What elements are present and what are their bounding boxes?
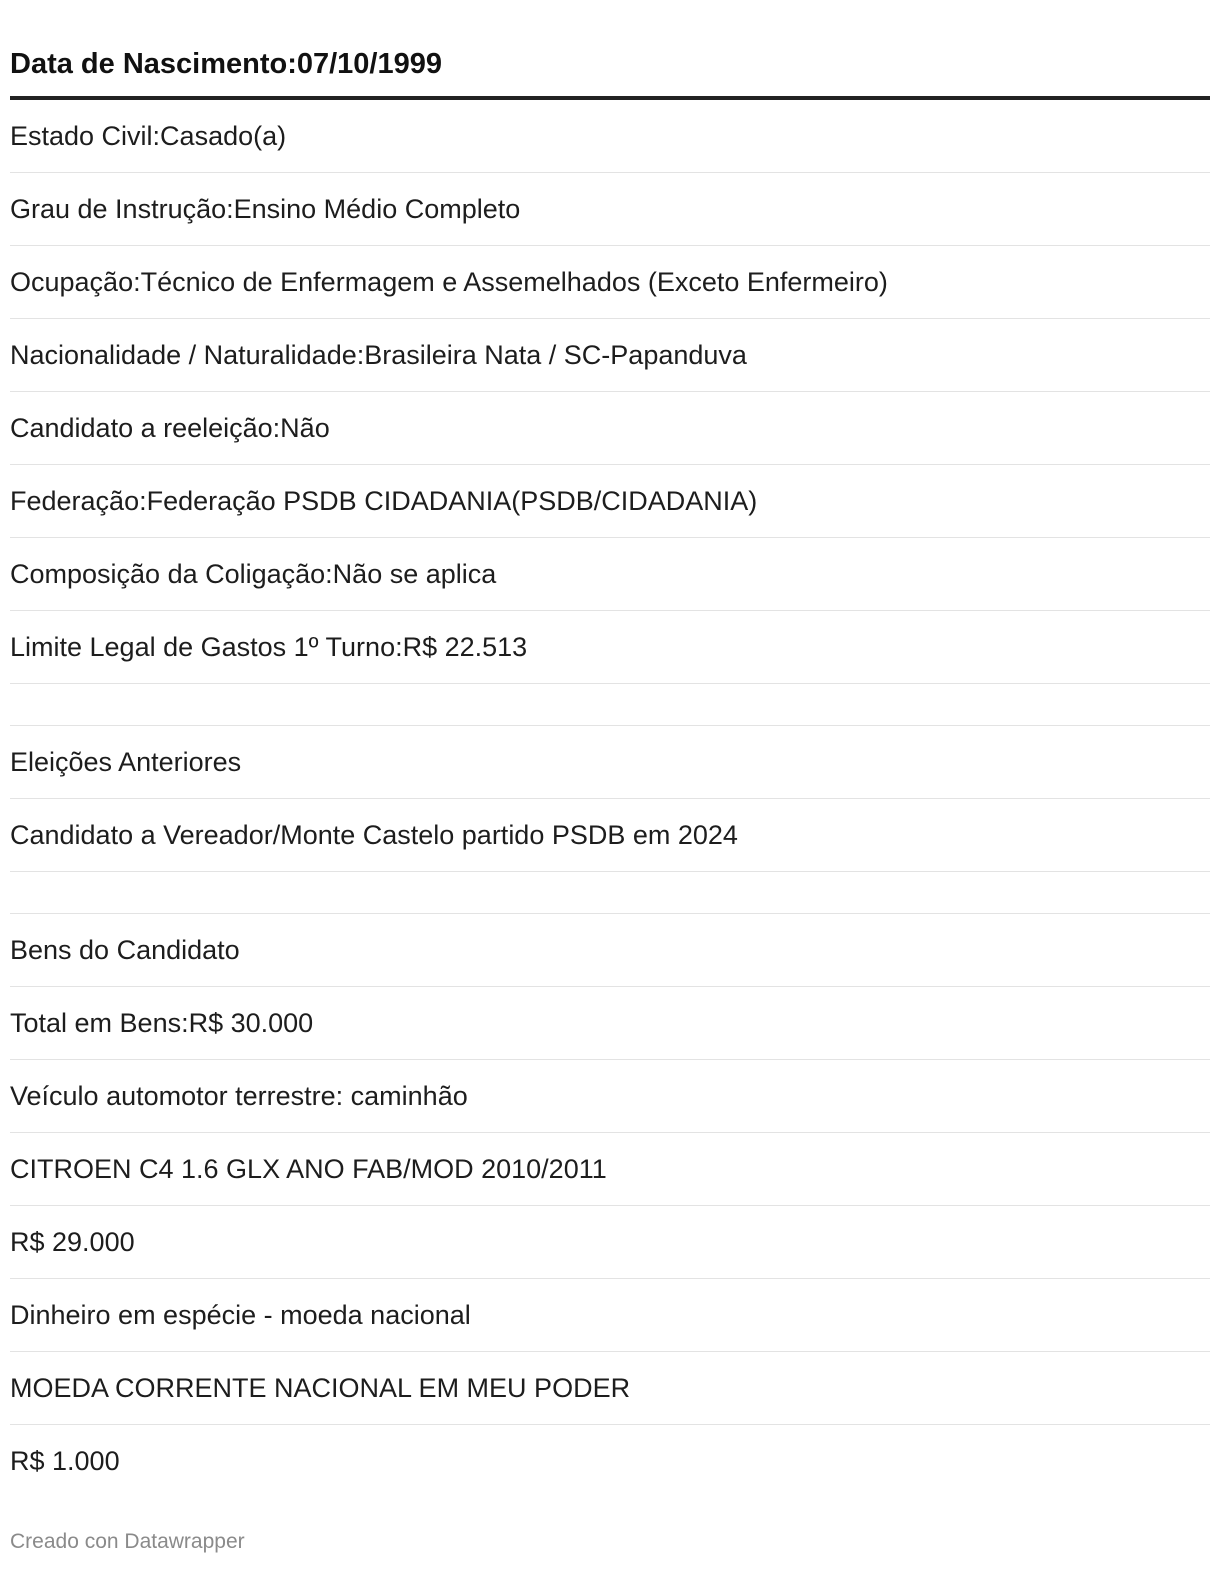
table-row: Limite Legal de Gastos 1º Turno:R$ 22.513 — [10, 611, 1210, 684]
table-header: Data de Nascimento:07/10/1999 — [10, 30, 1210, 100]
table-row: Ocupação:Técnico de Enfermagem e Assemelhados (Exceto Enfermeiro) — [10, 246, 1210, 319]
candidate-info-table — [10, 30, 1210, 1498]
table-row: Estado Civil:Casado(a) — [10, 100, 1210, 173]
table-row: Grau de Instrução:Ensino Médio Completo — [10, 173, 1210, 246]
table-row: Veículo automotor terrestre: caminhão — [10, 1060, 1210, 1133]
table-row: Candidato a reeleição:Não — [10, 392, 1210, 465]
table-row: Dinheiro em espécie - moeda nacional — [10, 1279, 1210, 1352]
table-row: Composição da Coligação:Não se aplica — [10, 538, 1210, 611]
datawrapper-credit-link[interactable]: Creado con Datawrapper — [10, 1530, 245, 1553]
table-row: R$ 29.000 — [10, 1206, 1210, 1279]
table-row-section-title: Eleições Anteriores — [10, 726, 1210, 799]
table-row-section-title: Bens do Candidato — [10, 914, 1210, 987]
table-row: Nacionalidade / Naturalidade:Brasileira Nata / SC-Papanduva — [10, 319, 1210, 392]
table-row-empty — [10, 872, 1210, 914]
table-row: Total em Bens:R$ 30.000 — [10, 987, 1210, 1060]
table-row: CITROEN C4 1.6 GLX ANO FAB/MOD 2010/2011 — [10, 1133, 1210, 1206]
table-row: Federação:Federação PSDB CIDADANIA(PSDB/CIDADANIA) — [10, 465, 1210, 538]
table-row: R$ 1.000 — [10, 1446, 120, 1476]
table-row: Candidato a Vereador/Monte Castelo partido PSDB em 2024 — [10, 799, 1210, 872]
table-row: MOEDA CORRENTE NACIONAL EM MEU PODER — [10, 1352, 1210, 1425]
table-row-empty — [10, 684, 1210, 726]
